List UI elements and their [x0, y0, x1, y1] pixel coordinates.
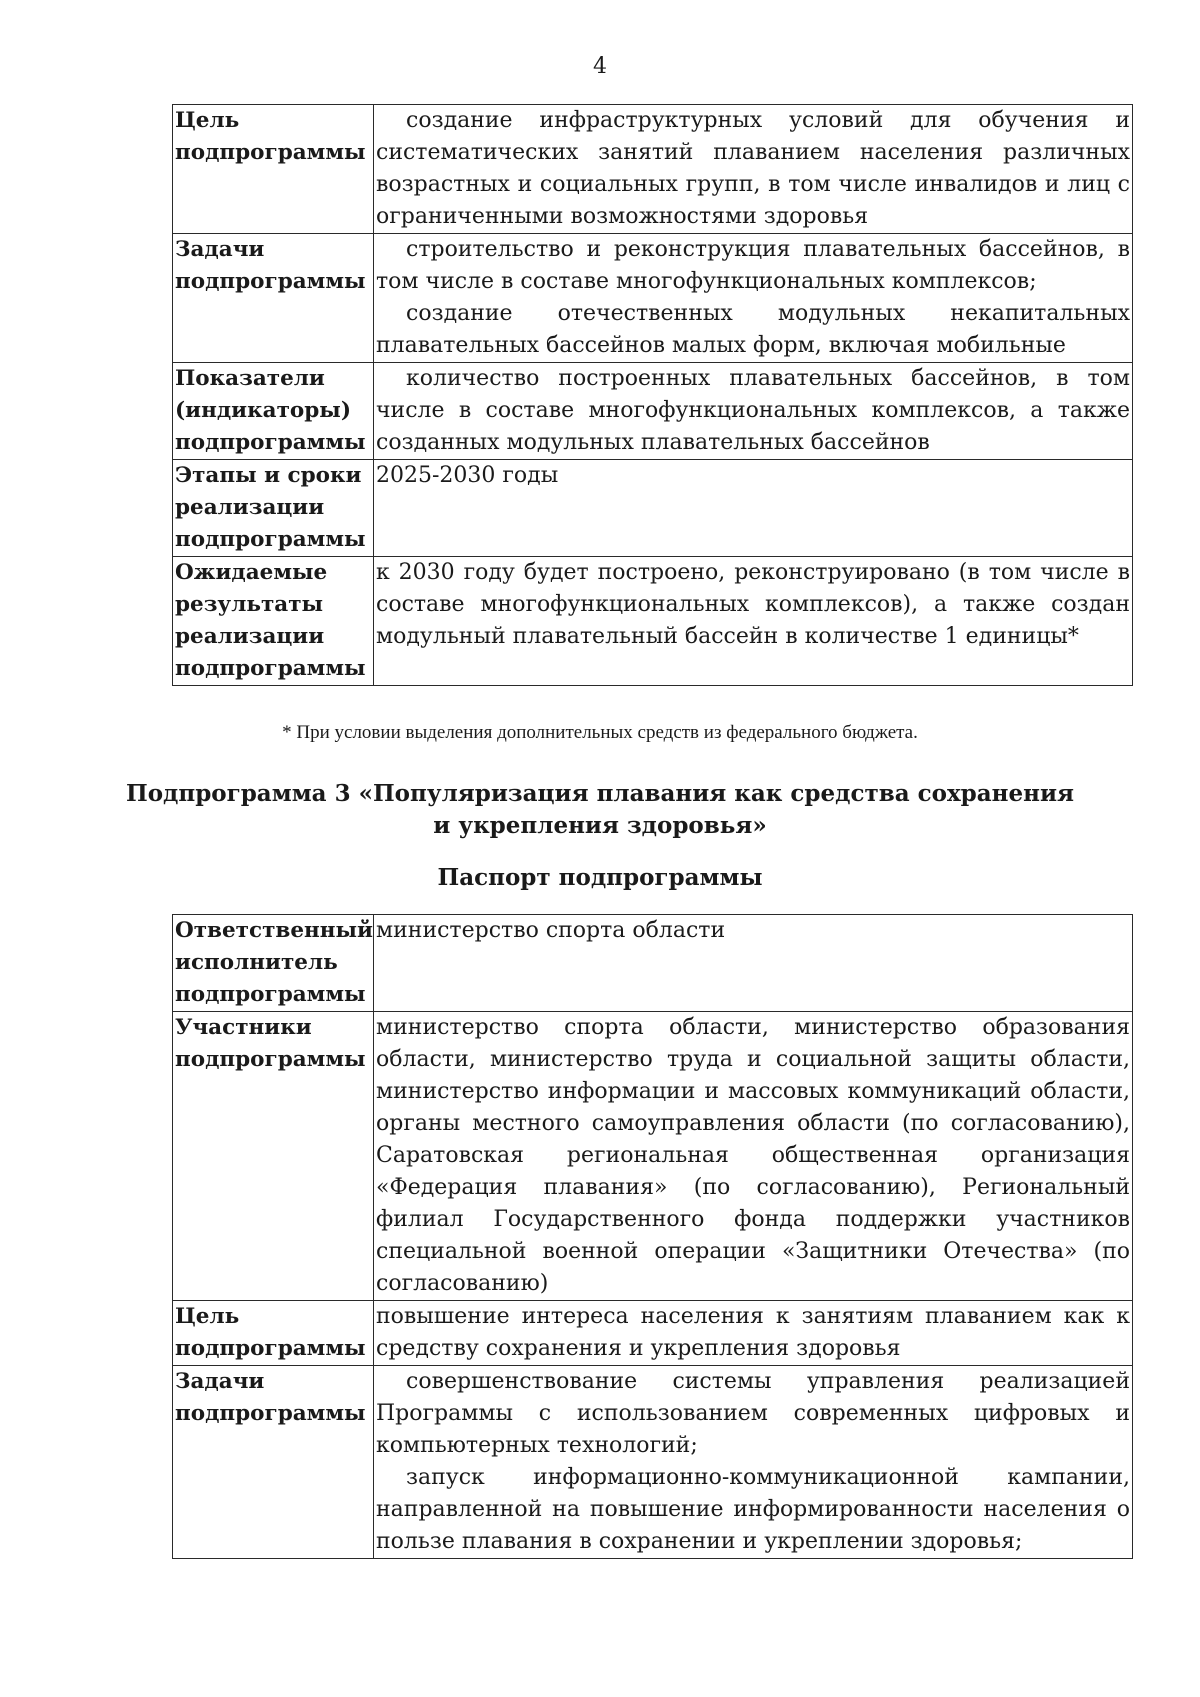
row-label: Задачи подпрограммы: [173, 1366, 374, 1559]
row-value-paragraph: министерство спорта области, министерство образования области, министерство труда и социальной защиты области, министерство информации и массовых коммуникаций области, органы местного самоуправления области (по согласованию), Саратовская региональная общественная организация «Федерация плавания» (по согласованию), Региональный филиал Государственного фонда поддержки участников специальной военной операции «Защитники Отечества» (по согласованию): [376, 1015, 1130, 1296]
row-label: Этапы и сроки реализации подпрограммы: [173, 460, 374, 557]
row-value-paragraph: министерство спорта области: [376, 918, 726, 943]
row-label: Показатели (индикаторы) подпрограммы: [173, 363, 374, 460]
row-value-paragraph: к 2030 году будет построено, реконструировано (в том числе в составе многофункциональных комплексов), а также создан модульный плавательный бассейн в количестве 1 единицы*: [376, 560, 1130, 649]
row-value-paragraph: запуск информационно-коммуникационной кампании, направленной на повышение информированности населения о пользе плавания в сохранении и укреплении здоровья;: [376, 1465, 1130, 1554]
subprogram-3-title: [0, 778, 1200, 842]
row-label: Участники подпрограммы: [173, 1012, 374, 1301]
row-value-paragraph: создание отечественных модульных некапитальных плавательных бассейнов малых форм, включая мобильные: [376, 301, 1130, 358]
table-row: [173, 1366, 1133, 1559]
table-row: [173, 105, 1133, 234]
subprogram-3-title-line2: и укрепления здоровья»: [433, 812, 767, 839]
table1-body: [173, 105, 1133, 686]
row-label: Цель подпрограммы: [173, 105, 374, 234]
passport-title: Паспорт подпрограммы: [437, 864, 763, 891]
subprogram-3-passport-table: [172, 914, 1133, 1559]
table-row: [173, 557, 1133, 686]
row-value: [374, 234, 1133, 363]
row-value: [374, 363, 1133, 460]
subprogram-2-passport-table: [172, 104, 1133, 686]
table-row: [173, 1012, 1133, 1301]
row-value: [374, 1301, 1133, 1366]
row-label: Задачи подпрограммы: [173, 234, 374, 363]
subprogram-3-title-line1: Подпрограмма 3 «Популяризация плавания как средства сохранения: [125, 780, 1075, 807]
table-row: [173, 234, 1133, 363]
row-label: Ответственный исполнитель подпрограммы: [173, 915, 374, 1012]
row-value: [374, 460, 1133, 557]
row-value: [374, 1012, 1133, 1301]
row-label: Ожидаемые результаты реализации подпрограммы: [173, 557, 374, 686]
row-value: [374, 557, 1133, 686]
row-label: Цель подпрограммы: [173, 1301, 374, 1366]
table-row: [173, 915, 1133, 1012]
row-value-paragraph: строительство и реконструкция плавательных бассейнов, в том числе в составе многофункциональных комплексов;: [376, 237, 1130, 294]
table2-body: [173, 915, 1133, 1559]
page-number: 4: [593, 54, 607, 79]
footnote: * При условии выделения дополнительных средств из федерального бюджета.: [282, 722, 918, 743]
table-row: [173, 363, 1133, 460]
table-row: [173, 460, 1133, 557]
table-row: [173, 1301, 1133, 1366]
row-value-paragraph: количество построенных плавательных бассейнов, в том числе в составе многофункциональных комплексов, а также созданных модульных плавательных бассейнов: [376, 366, 1130, 455]
row-value-paragraph: повышение интереса населения к занятиям плаванием как к средству сохранения и укрепления здоровья: [376, 1304, 1130, 1361]
row-value-paragraph: создание инфраструктурных условий для обучения и систематических занятий плаванием населения различных возрастных и социальных групп, в том числе инвалидов и лиц с ограниченными возможностями здоровья: [376, 108, 1130, 229]
row-value-paragraph: 2025-2030 годы: [376, 463, 559, 488]
row-value: [374, 105, 1133, 234]
row-value: [374, 915, 1133, 1012]
row-value: [374, 1366, 1133, 1559]
row-value-paragraph: совершенствование системы управления реализацией Программы с использованием современных цифровых и компьютерных технологий;: [376, 1369, 1130, 1458]
